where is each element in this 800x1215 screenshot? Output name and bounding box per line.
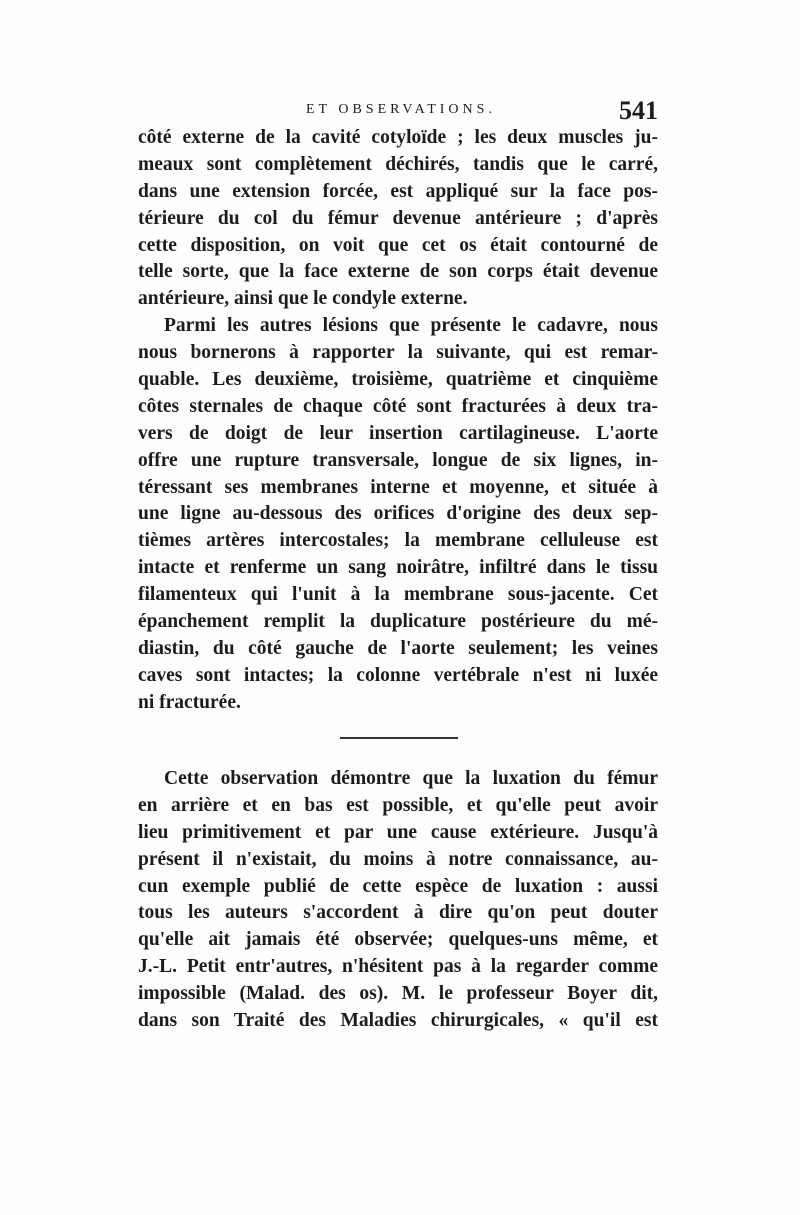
text-line: antérieure, ainsi que le condyle externe.: [138, 288, 468, 310]
paragraph-2: [138, 313, 658, 716]
text-line: ni fracturée.: [138, 691, 241, 713]
text-line: une ligne au-dessous des orifices d'origine des deux sep-: [138, 503, 658, 525]
text-line: côtes sternales de chaque côté sont fracturées à deux tra-: [138, 395, 658, 417]
text-line: cette disposition, on voit que cet os était contourné de: [138, 234, 658, 256]
text-line: vers de doigt de leur insertion cartilagineuse. L'aorte: [138, 422, 658, 444]
text-line: filamenteux qui l'unit à la membrane sous-jacente. Cet: [138, 584, 658, 606]
text-line: cun exemple publié de cette espèce de luxation : aussi: [138, 875, 658, 897]
text-line: telle sorte, que la face externe de son corps était devenue: [138, 261, 658, 283]
text-line: Cette observation démontre que la luxation du fémur: [164, 768, 658, 789]
text-line: en arrière et en bas est possible, et qu'elle peut avoir: [138, 794, 658, 816]
text-line: dans son Traité des Maladies chirurgicales, « qu'il est: [138, 1010, 658, 1032]
text-line: impossible (Malad. des os). M. le professeur Boyer dit,: [138, 983, 658, 1005]
running-head: ET OBSERVATIONS.: [306, 102, 496, 117]
paragraph-1: [138, 125, 658, 313]
body-text-top: [138, 125, 658, 717]
text-line: quable. Les deuxième, troisième, quatrième et cinquième: [138, 369, 658, 391]
text-line: dans une extension forcée, est appliqué sur la face pos-: [138, 180, 658, 202]
section-separator-rule: [340, 737, 458, 739]
paragraph-3: [138, 766, 658, 1035]
text-line: diastin, du côté gauche de l'aorte seulement; les veines: [138, 637, 658, 659]
text-line: tièmes artères intercostales; la membrane celluleuse est: [138, 530, 658, 552]
text-line: J.-L. Petit entr'autres, n'hésitent pas à la regarder comme: [138, 956, 658, 978]
text-line: présent il n'existait, du moins à notre connaissance, au-: [138, 848, 658, 870]
text-line: épanchement remplit la duplicature postérieure du mé-: [138, 611, 658, 633]
text-line: lieu primitivement et par une cause extérieure. Jusqu'à: [138, 821, 658, 843]
body-text-bottom: [138, 766, 658, 1035]
text-line: offre une rupture transversale, longue de six lignes, in-: [138, 449, 658, 471]
text-line: caves sont intactes; la colonne vertébrale n'est ni luxée: [138, 664, 658, 686]
text-line: meaux sont complètement déchirés, tandis que le carré,: [138, 153, 658, 175]
text-line: nous bornerons à rapporter la suivante, qui est remar-: [138, 342, 658, 364]
text-line: qu'elle ait jamais été observée; quelques-uns même, et: [138, 929, 658, 951]
text-line: Parmi les autres lésions que présente le cadavre, nous: [164, 315, 658, 337]
page-number: 541: [619, 96, 658, 125]
text-line: intacte et renferme un sang noirâtre, infiltré dans le tissu: [138, 557, 658, 579]
text-line: tous les auteurs s'accordent à dire qu'on peut douter: [138, 902, 658, 924]
text-line: côté externe de la cavité cotyloïde ; les deux muscles ju-: [138, 127, 658, 148]
text-line: téressant ses membranes interne et moyenne, et située à: [138, 476, 658, 498]
text-line: térieure du col du fémur devenue antérieure ; d'après: [138, 207, 658, 229]
